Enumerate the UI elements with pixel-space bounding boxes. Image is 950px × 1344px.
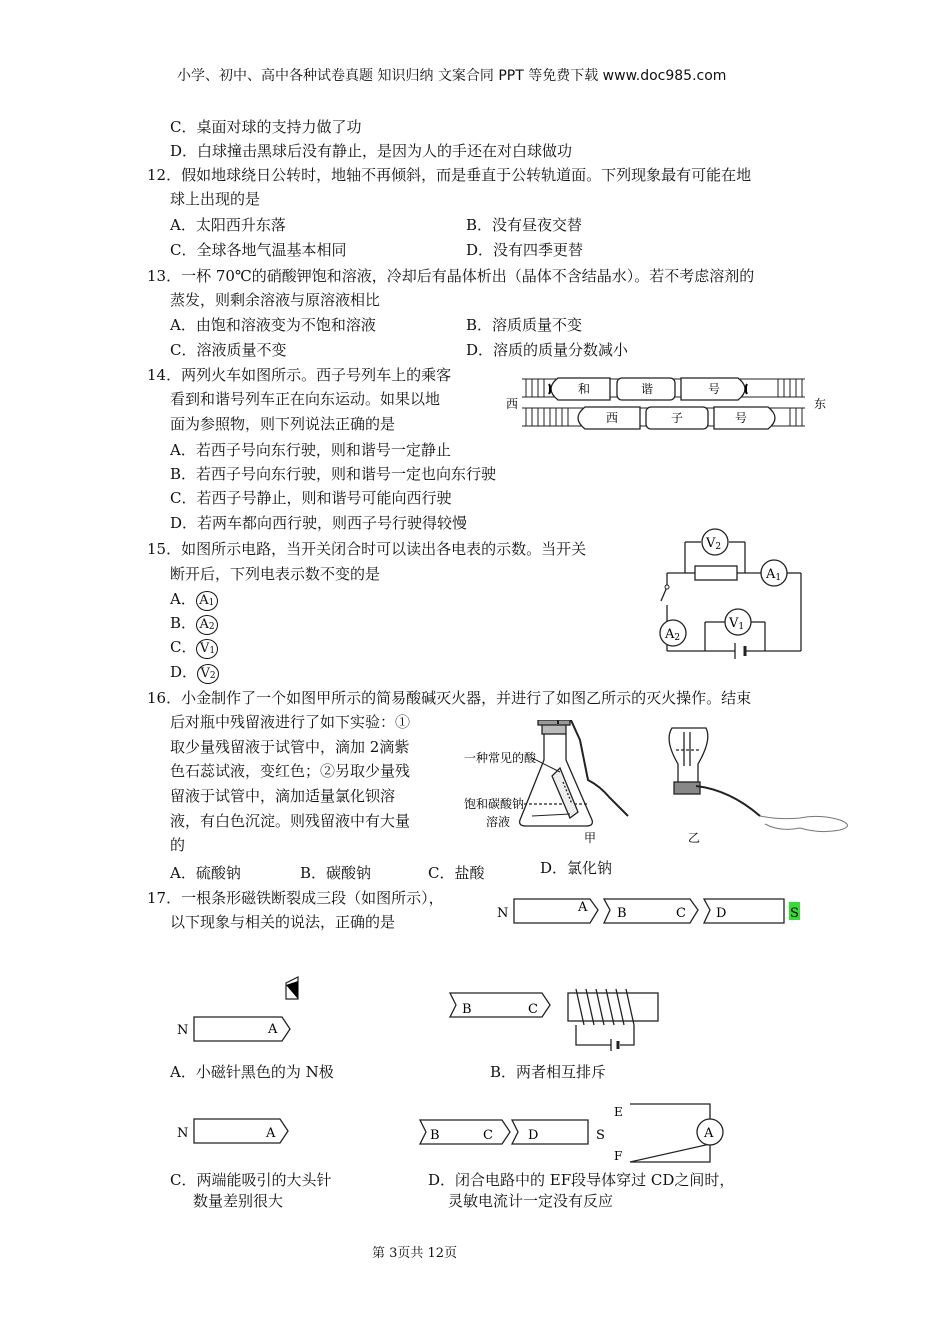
west-label: 西	[506, 397, 519, 411]
q16-stem-line7: 的	[170, 836, 186, 854]
svg-text:B: B	[617, 906, 627, 921]
train2-char2: 子	[671, 411, 684, 425]
q17-option-b-figure	[446, 985, 666, 1055]
q14-trains-figure	[500, 370, 835, 435]
q15-option-c: C． $V_1$	[170, 637, 218, 659]
svg-text:C: C	[676, 906, 686, 921]
q14-option-c: C．若西子号静止，则和谐号可能向西行驶	[170, 489, 452, 507]
q17-option-c-line2: 数量差别很大	[193, 1192, 284, 1210]
q17-option-c-figure	[172, 1115, 302, 1149]
q12-stem: 12．假如地球绕日公转时，地轴不再倾斜，而是垂直于公转轨道面。下列现象最有可能在地	[147, 166, 752, 184]
east-label: 东	[814, 397, 827, 411]
q11-option-d: D．白球撞击黑球后没有静止，是因为人的手还在对白球做功	[170, 142, 573, 160]
q15-option-d: D． $V_2$	[170, 662, 219, 684]
label-acid: 一种常见的酸	[464, 751, 537, 765]
svg-text:V1: V1	[729, 616, 745, 632]
q14-option-b: B．若西子号向东行驶，则和谐号一定也向东行驶	[170, 465, 497, 483]
svg-text:B: B	[462, 1002, 472, 1017]
q16-extinguisher-figure	[460, 720, 870, 850]
q12-stem-cont: 球上出现的是	[170, 190, 261, 208]
q14-option-a: A．若西子号向东行驶，则和谐号一定静止	[170, 441, 451, 459]
q17-stem: 17．一根条形磁铁断裂成三段（如图所示），	[147, 889, 444, 907]
q13-option-d: D．溶质的质量分数减小	[466, 341, 629, 359]
page-footer: 第 3页共 12页	[372, 1246, 458, 1261]
svg-text:S: S	[596, 1128, 605, 1143]
label-yi: 乙	[688, 831, 701, 845]
q16-stem-line2: 后对瓶中残留液进行了如下实验：①	[170, 713, 411, 731]
q16-stem: 16．小金制作了一个如图甲所示的简易酸碱灭火器，并进行了如图乙所示的灭火操作。结束	[147, 689, 752, 707]
q15-option-a: A． $A_1$	[170, 589, 218, 611]
svg-text:A: A	[268, 1022, 278, 1037]
resistor	[695, 566, 737, 580]
q16-stem-line6: 液，有白色沉淀。则残留液中有大量	[170, 812, 411, 830]
q16-stem-line3: 取少量残留液于试管中，滴加 2滴紫	[170, 738, 410, 756]
q15-stem: 15．如图所示电路，当开关闭合时可以读出各电表的示数。当开关	[147, 540, 587, 558]
q14-stem-cont1: 看到和谐号列车正在向东运动。如果以地	[170, 390, 441, 408]
svg-text:F: F	[614, 1149, 623, 1163]
q17-magnet-figure	[494, 895, 806, 929]
q15-option-b: B． $A_2$	[170, 613, 218, 635]
q16-option-d: D．氯化钠	[540, 859, 613, 877]
q16-stem-line5: 留液于试管中，滴加适量氯化钡溶	[170, 787, 396, 805]
svg-text:D: D	[528, 1128, 539, 1143]
q13-stem: 13．一杯 70℃的硝酸钾饱和溶液，冷却后有晶体析出（晶体不含结晶水）。若不考虑溶剂的	[147, 267, 755, 285]
q13-option-c: C．溶液质量不变	[170, 341, 287, 359]
page-header: 小学、初中、高中各种试卷真题 知识归纳 文案合同 PPT 等免费下载 www.doc985.com	[177, 68, 727, 84]
q17-option-d-line2: 灵敏电流计一定没有反应	[448, 1192, 614, 1210]
svg-text:A1: A1	[766, 567, 782, 583]
svg-text:C: C	[483, 1128, 493, 1143]
q12-option-d: D．没有四季更替	[466, 241, 584, 259]
q12-option-a: A．太阳西升东落	[170, 216, 286, 234]
svg-text:A: A	[266, 1126, 276, 1141]
q12-option-b: B．没有昼夜交替	[466, 216, 583, 234]
q17-option-c-line1: C．两端能吸引的大头针	[170, 1171, 332, 1189]
q11-option-c: C．桌面对球的支持力做了功	[170, 118, 362, 136]
svg-text:N: N	[497, 906, 509, 921]
q13-option-b: B．溶质质量不变	[466, 316, 583, 334]
q13-stem-cont: 蒸发，则剩余溶液与原溶液相比	[170, 291, 381, 309]
label-jia: 甲	[584, 831, 597, 845]
svg-text:N: N	[177, 1023, 189, 1038]
q17-stem-cont: 以下现象与相关的说法，正确的是	[170, 913, 396, 931]
q14-stem: 14．两列火车如图所示。西子号列车上的乘客	[147, 366, 452, 384]
svg-text:C: C	[528, 1002, 538, 1017]
q14-stem-cont2: 面为参照物，则下列说法正确的是	[170, 415, 396, 433]
label-soda-1: 饱和碳酸钠	[464, 797, 525, 811]
q16-stem-line4: 色石蕊试液，变红色；②另取少量残	[170, 762, 411, 780]
q12-option-c: C．全球各地气温基本相同	[170, 241, 347, 259]
q14-option-d: D．若两车都向西行驶，则西子号行驶得较慢	[170, 514, 468, 532]
q16-option-c: C．盐酸	[428, 864, 485, 882]
q13-option-a: A．由饱和溶液变为不饱和溶液	[170, 316, 376, 334]
svg-text:V2: V2	[706, 536, 722, 552]
svg-text:B: B	[430, 1128, 440, 1143]
q15-circuit-figure	[655, 525, 815, 665]
q17-option-b: B．两者相互排斥	[490, 1063, 607, 1081]
q17-option-d-line1: D．闭合电路中的 EF段导体穿过 CD之间时，	[428, 1171, 735, 1189]
train1-char2: 谐	[641, 382, 654, 396]
q17-option-a: A．小磁针黑色的为 N极	[170, 1063, 334, 1081]
q16-option-a: A．硫酸钠	[170, 864, 241, 882]
svg-text:N: N	[177, 1126, 189, 1141]
q15-stem-cont: 断开后，下列电表示数不变的是	[170, 565, 381, 583]
train1-char1: 和	[578, 382, 591, 396]
svg-text:A2: A2	[665, 627, 681, 643]
svg-text:A: A	[578, 900, 588, 915]
svg-text:E: E	[614, 1105, 623, 1119]
train1-char3: 号	[708, 382, 721, 396]
q16-option-b: B．碳酸钠	[300, 864, 372, 882]
svg-text:A: A	[704, 1126, 714, 1141]
q17-option-a-figure	[172, 975, 312, 1045]
test-tube	[552, 768, 578, 818]
svg-text:S: S	[790, 906, 799, 921]
svg-text:D: D	[716, 906, 727, 921]
train2-char1: 西	[606, 411, 619, 425]
q17-option-d-figure	[416, 1100, 736, 1170]
train2-char3: 号	[735, 411, 748, 425]
label-soda-2: 溶液	[486, 815, 511, 829]
